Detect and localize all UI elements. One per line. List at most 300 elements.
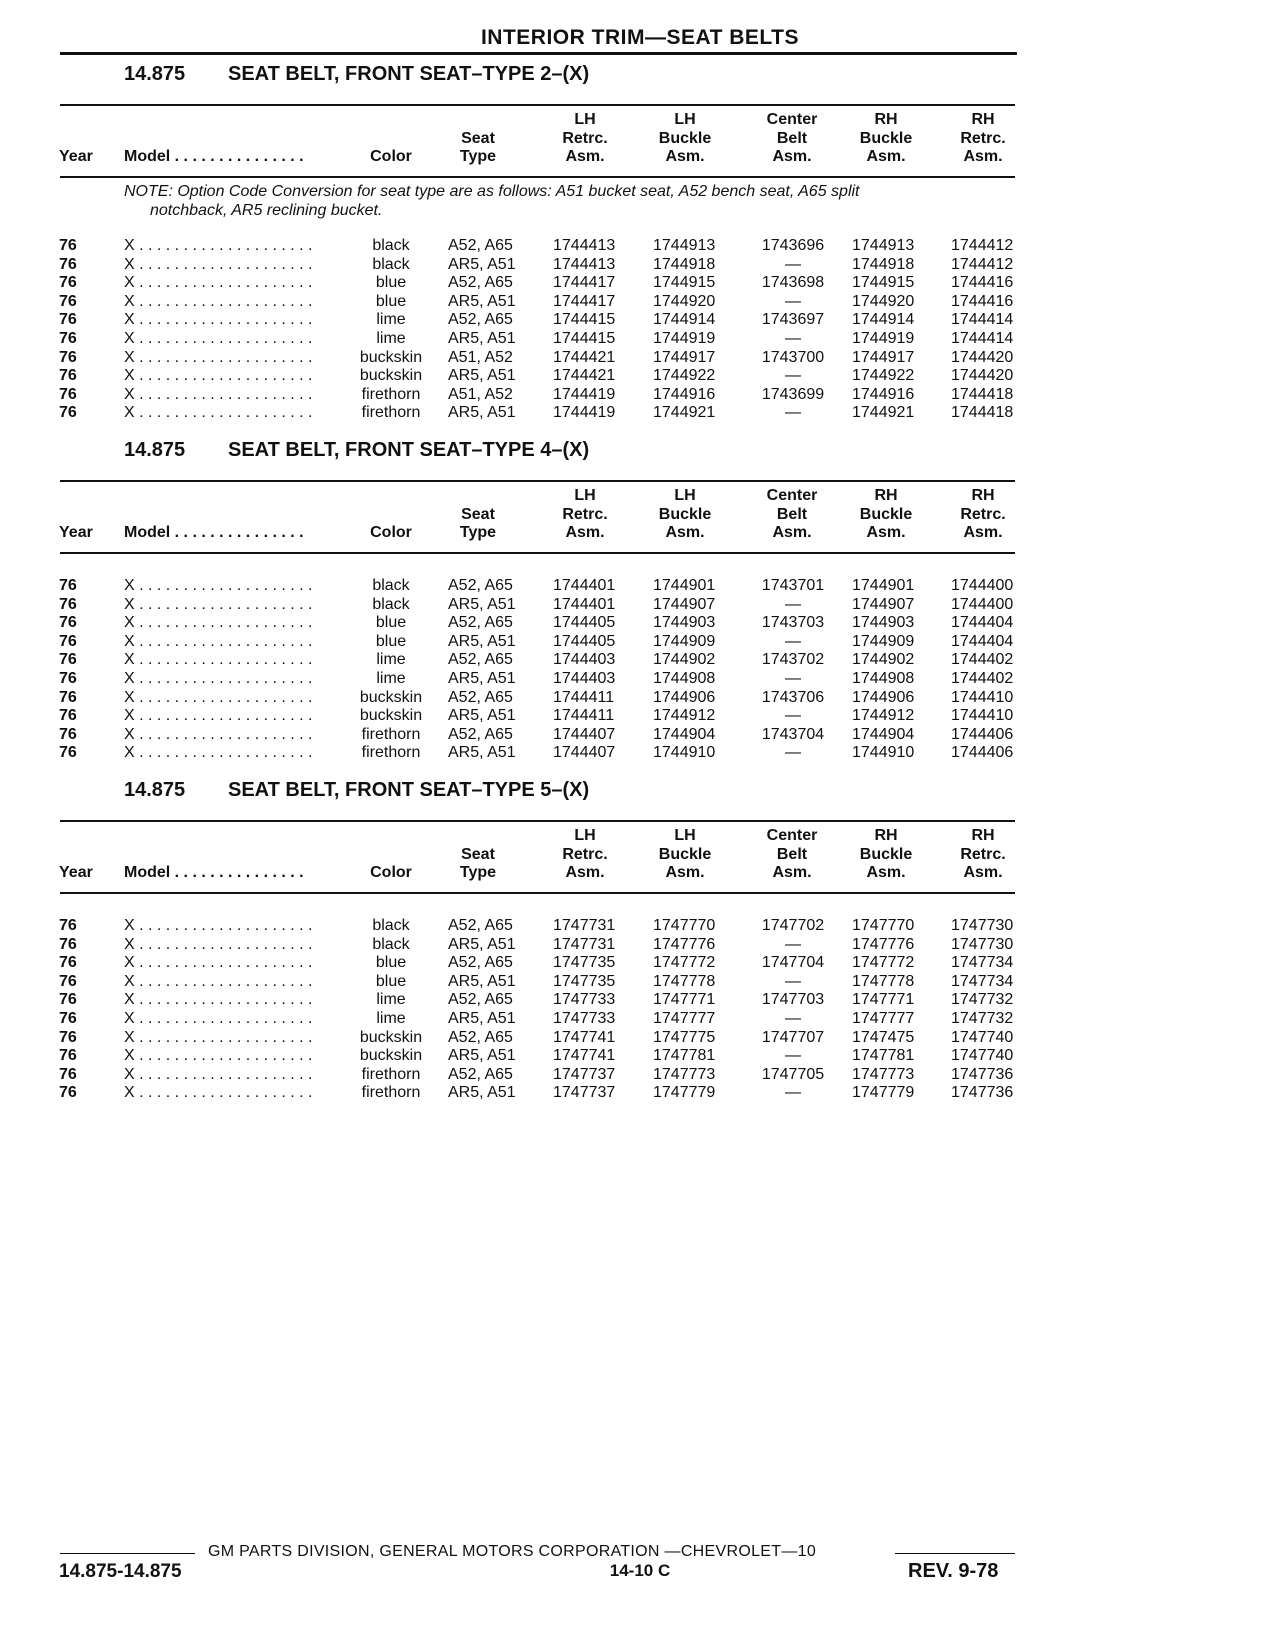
table-row [0,255,1280,274]
color-cell: firethorn [361,725,421,743]
year-cell: 76 [59,255,77,273]
table-row [0,1009,1280,1028]
col-header-model: Model . . . . . . . . . . . . . . . [124,864,304,881]
center-belt-cell: 1743706 [761,688,825,706]
col-header-line: Asm. [665,524,705,541]
col-header-seat-type [448,506,508,543]
col-header-line: Asm. [565,148,605,165]
model-cell: X . . . . . . . . . . . . . . . . . . . . [124,292,313,310]
table-row [0,688,1280,707]
table-row [0,310,1280,329]
rh-retractor-cell: 1747736 [951,1084,1014,1102]
col-header-line: Center [766,487,818,504]
footer-rule-right [895,1553,1015,1554]
rh-retractor-cell: 1744414 [951,330,1014,347]
year-cell: 76 [59,632,77,650]
rh-retractor-cell: 1744410 [951,688,1014,706]
rh-buckle-cell: 1747772 [852,954,915,972]
year-cell: 76 [59,614,77,632]
lh-retractor-cell: 1744401 [553,595,616,613]
color-cell: buckskin [359,1028,423,1046]
lh-buckle-cell: 1744907 [653,595,716,613]
lh-retractor-cell: 1747737 [553,1084,616,1102]
lh-retractor-cell: 1744415 [553,311,616,329]
center-belt-cell: 1747707 [761,1028,825,1046]
center-belt-cell: — [785,1010,801,1027]
rh-buckle-cell: 1744913 [852,237,915,254]
rh-buckle-cell: 1744915 [852,274,915,292]
color-cell: blue [375,292,407,310]
rh-retractor-cell: 1744410 [951,707,1014,725]
lh-buckle-cell: 1744906 [653,688,716,706]
rh-buckle-cell: 1744901 [852,577,915,594]
col-header-line: Retrc. [562,129,608,147]
col-header-line: Belt [776,845,808,863]
rh-buckle-cell: 1747776 [852,935,915,953]
year-cell: 76 [59,1047,77,1065]
col-header-line: Seat [461,845,495,863]
center-belt-cell: 1747702 [761,917,825,934]
col-header-year: Year [59,524,93,541]
col-header-line: RH [971,111,995,128]
model-cell: X . . . . . . . . . . . . . . . . . . . . [124,954,313,972]
col-header-seat-type [448,846,508,883]
section-title: SEAT BELT, FRONT SEAT–TYPE 2–(X) [228,63,590,85]
table-row [0,632,1280,651]
rh-buckle-cell: 1747777 [852,1010,915,1027]
center-belt-cell: 1743703 [761,614,825,632]
col-header-rh-retr [938,487,1028,543]
year-cell: 76 [59,1084,77,1102]
rh-retractor-cell: 1744402 [951,670,1014,687]
lh-retractor-cell: 1747741 [553,1028,616,1046]
color-cell: blue [375,614,407,632]
year-cell: 76 [59,670,77,687]
col-header-center-belt [742,487,842,543]
col-header-line: Seat [461,505,495,523]
col-header-line: Asm. [772,148,812,165]
lh-buckle-cell: 1744915 [653,274,716,292]
col-header-line: Asm. [963,524,1003,541]
center-belt-cell: 1743697 [761,311,825,329]
year-cell: 76 [59,237,77,254]
footer-rule-left [60,1553,195,1554]
rh-buckle-cell: 1744916 [852,385,915,403]
lh-buckle-cell: 1744901 [653,577,716,594]
page-title: INTERIOR TRIM—SEAT BELTS [480,26,800,49]
rh-retractor-cell: 1744406 [951,725,1014,743]
seat-type-cell: A52, A65 [448,577,513,594]
year-cell: 76 [59,1028,77,1046]
model-cell: X . . . . . . . . . . . . . . . . . . . . [124,917,313,934]
col-header-line: Buckle [658,505,712,523]
rh-retractor-cell: 1744412 [951,255,1014,273]
col-header-center-belt [742,111,842,167]
footer-range: 14.875-14.875 [59,1561,182,1582]
seat-type-cell: AR5, A51 [448,670,516,687]
center-belt-cell: 1747704 [761,954,825,972]
col-header-model: Model . . . . . . . . . . . . . . . [124,524,304,541]
col-header-line: Buckle [859,505,913,523]
col-header-line: LH [674,111,696,128]
col-header-line: Buckle [658,129,712,147]
year-cell: 76 [59,972,77,990]
lh-retractor-cell: 1744411 [553,707,615,725]
year-cell: 76 [59,935,77,953]
rh-buckle-cell: 1747779 [852,1084,915,1102]
col-header-line: Asm. [963,148,1003,165]
rh-retractor-cell: 1744412 [951,237,1014,254]
col-header-line: LH [574,827,596,844]
seat-type-cell: A52, A65 [448,1065,513,1083]
rh-retractor-cell: 1744400 [951,595,1014,613]
rh-retractor-cell: 1744420 [951,367,1014,385]
year-cell: 76 [59,292,77,310]
lh-buckle-cell: 1744920 [653,292,716,310]
model-cell: X . . . . . . . . . . . . . . . . . . . . [124,595,313,613]
lh-buckle-cell: 1744908 [653,670,716,687]
col-header-line: Asm. [772,524,812,541]
center-belt-cell: 1747705 [761,1065,825,1083]
lh-buckle-cell: 1747772 [653,954,716,972]
year-cell: 76 [59,651,77,669]
year-cell: 76 [59,330,77,347]
year-cell: 76 [59,991,77,1009]
col-header-line: LH [674,487,696,504]
lh-retractor-cell: 1747733 [553,1010,616,1027]
seat-type-cell: A51, A52 [448,385,513,403]
center-belt-cell: 1743702 [761,651,825,669]
col-header-line: Buckle [658,845,712,863]
col-header-rh-retr [938,827,1028,883]
seat-type-cell: AR5, A51 [448,292,516,310]
center-belt-cell: — [785,595,801,613]
footer-revision: REV. 9-78 [908,1560,999,1582]
lh-retractor-cell: 1744419 [553,404,616,422]
col-header-line: RH [874,111,898,128]
center-belt-cell: — [785,935,801,953]
col-header-line: RH [971,827,995,844]
center-belt-cell: — [785,367,801,385]
seat-type-cell: A52, A65 [448,237,513,254]
col-header-line: Asm. [565,864,605,881]
seat-type-cell: AR5, A51 [448,1047,516,1065]
table-row [0,366,1280,385]
col-header-line: Type [459,148,497,165]
col-header-line: Asm. [772,864,812,881]
col-header-line: RH [874,827,898,844]
lh-retractor-cell: 1744407 [553,744,616,762]
table-row [0,935,1280,954]
lh-buckle-cell: 1744916 [653,385,716,403]
seat-type-cell: A52, A65 [448,614,513,632]
table-row [0,725,1280,744]
model-cell: X . . . . . . . . . . . . . . . . . . . . [124,330,313,347]
col-header-line: Buckle [859,845,913,863]
seat-type-cell: AR5, A51 [448,367,516,385]
color-cell: black [372,917,410,934]
rh-buckle-cell: 1744918 [852,255,915,273]
lh-buckle-cell: 1747770 [653,917,716,934]
seat-type-cell: AR5, A51 [448,707,516,725]
rh-retractor-cell: 1744402 [951,651,1014,669]
lh-retractor-cell: 1747735 [553,972,616,990]
table-row [0,329,1280,348]
lh-retractor-cell: 1744411 [553,688,615,706]
col-header-lh-retr [540,827,630,883]
color-cell: buckskin [359,348,423,366]
section-title: SEAT BELT, FRONT SEAT–TYPE 5–(X) [228,779,590,801]
model-cell: X . . . . . . . . . . . . . . . . . . . . [124,935,313,953]
rh-buckle-cell: 1744909 [852,632,915,650]
col-header-line: Type [459,524,497,541]
model-cell: X . . . . . . . . . . . . . . . . . . . . [124,991,313,1009]
center-belt-cell: — [785,330,801,347]
model-cell: X . . . . . . . . . . . . . . . . . . . . [124,311,313,329]
option-code-note [124,182,1024,220]
lh-retractor-cell: 1747731 [553,935,616,953]
lh-retractor-cell: 1744421 [553,367,616,385]
model-cell: X . . . . . . . . . . . . . . . . . . . . [124,237,313,254]
lh-buckle-cell: 1744910 [653,744,716,762]
lh-retractor-cell: 1744413 [553,255,616,273]
lh-buckle-cell: 1747779 [653,1084,716,1102]
lh-retractor-cell: 1744403 [553,651,616,669]
lh-retractor-cell: 1744421 [553,348,616,366]
note-line: NOTE: Option Code Conversion for seat type are as follows: A51 bucket seat, A52 bench seat, A65 split [124,183,860,200]
rh-retractor-cell: 1747734 [951,954,1014,972]
col-header-rh-buckle [838,487,934,543]
col-header-line: LH [574,111,596,128]
year-cell: 76 [59,367,77,385]
year-cell: 76 [59,688,77,706]
model-cell: X . . . . . . . . . . . . . . . . . . . . [124,255,313,273]
model-cell: X . . . . . . . . . . . . . . . . . . . . [124,1084,313,1102]
year-cell: 76 [59,744,77,762]
model-cell: X . . . . . . . . . . . . . . . . . . . . [124,670,313,687]
model-cell: X . . . . . . . . . . . . . . . . . . . . [124,1065,313,1083]
lh-retractor-cell: 1744413 [553,237,616,254]
lh-buckle-cell: 1744914 [653,311,716,329]
seat-type-cell: AR5, A51 [448,935,516,953]
rh-retractor-cell: 1747732 [951,1010,1014,1027]
color-cell: blue [375,972,407,990]
center-belt-cell: — [785,404,801,422]
lh-buckle-cell: 1744912 [653,707,716,725]
year-cell: 76 [59,274,77,292]
table-row [0,595,1280,614]
lh-buckle-cell: 1747771 [653,991,716,1009]
rh-retractor-cell: 1744418 [951,385,1014,403]
seat-type-cell: A52, A65 [448,1028,513,1046]
rh-buckle-cell: 1744904 [852,725,915,743]
lh-retractor-cell: 1747733 [553,991,616,1009]
color-cell: firethorn [361,1084,421,1102]
table-row [0,953,1280,972]
lh-buckle-cell: 1744902 [653,651,716,669]
table-row [0,916,1280,935]
col-header-line: Buckle [859,129,913,147]
lh-retractor-cell: 1744401 [553,577,616,594]
rh-retractor-cell: 1744404 [951,614,1014,632]
lh-buckle-cell: 1747781 [653,1047,716,1065]
col-header-year: Year [59,148,93,165]
rh-buckle-cell: 1744921 [852,404,915,422]
rh-buckle-cell: 1744902 [852,651,915,669]
lh-retractor-cell: 1747737 [553,1065,616,1083]
color-cell: black [372,255,410,273]
color-cell: lime [376,1010,406,1027]
seat-type-cell: A52, A65 [448,651,513,669]
lh-buckle-cell: 1744918 [653,255,716,273]
center-belt-cell: 1743699 [761,385,825,403]
col-header-line: Seat [461,129,495,147]
seat-type-cell: AR5, A51 [448,1084,516,1102]
col-header-line: Retrc. [960,129,1006,147]
seat-type-cell: A52, A65 [448,917,513,934]
header-rule-top [60,104,1015,106]
col-header-line: LH [674,827,696,844]
lh-retractor-cell: 1744405 [553,614,616,632]
center-belt-cell: — [785,632,801,650]
col-header-line: Asm. [565,524,605,541]
table-row [0,613,1280,632]
lh-retractor-cell: 1747735 [553,954,616,972]
year-cell: 76 [59,917,77,934]
color-cell: lime [376,330,406,347]
color-cell: black [372,935,410,953]
col-header-line: Retrc. [960,845,1006,863]
header-rule-top [60,480,1015,482]
table-row [0,403,1280,422]
col-header-line: RH [874,487,898,504]
col-header-line: Belt [776,129,808,147]
col-header-lh-buckle [640,827,730,883]
lh-retractor-cell: 1744407 [553,725,616,743]
color-cell: firethorn [361,744,421,762]
lh-buckle-cell: 1744922 [653,367,716,385]
rh-buckle-cell: 1744903 [852,614,915,632]
center-belt-cell: 1747703 [761,991,825,1009]
model-cell: X . . . . . . . . . . . . . . . . . . . . [124,385,313,403]
model-cell: X . . . . . . . . . . . . . . . . . . . . [124,651,313,669]
seat-type-cell: A51, A52 [448,348,513,366]
lh-retractor-cell: 1747741 [553,1047,616,1065]
table-row [0,669,1280,688]
lh-buckle-cell: 1747778 [653,972,716,990]
year-cell: 76 [59,954,77,972]
model-cell: X . . . . . . . . . . . . . . . . . . . . [124,614,313,632]
col-header-rh-buckle [838,111,934,167]
section-number: 14.875 [124,439,186,461]
col-header-line: Asm. [665,864,705,881]
color-cell: black [372,577,410,594]
lh-buckle-cell: 1744919 [653,330,716,347]
lh-buckle-cell: 1747773 [653,1065,716,1083]
year-cell: 76 [59,404,77,422]
center-belt-cell: 1743704 [761,725,825,743]
lh-buckle-cell: 1744921 [653,404,716,422]
model-cell: X . . . . . . . . . . . . . . . . . . . . [124,274,313,292]
rh-buckle-cell: 1744914 [852,311,915,329]
center-belt-cell: — [785,1047,801,1065]
col-header-lh-buckle [640,487,730,543]
seat-type-cell: A52, A65 [448,725,513,743]
color-cell: lime [376,311,406,329]
rh-buckle-cell: 1744910 [852,744,915,762]
lh-retractor-cell: 1744405 [553,632,616,650]
color-cell: black [372,595,410,613]
note-line: notchback, AR5 reclining bucket. [150,202,383,219]
rh-retractor-cell: 1747740 [951,1047,1014,1065]
center-belt-cell: — [785,744,801,762]
table-row [0,273,1280,292]
model-cell: X . . . . . . . . . . . . . . . . . . . . [124,1028,313,1046]
table-row [0,292,1280,311]
seat-type-cell: AR5, A51 [448,1010,516,1027]
rh-retractor-cell: 1747734 [951,972,1014,990]
model-cell: X . . . . . . . . . . . . . . . . . . . . [124,348,313,366]
center-belt-cell: 1743696 [761,237,825,254]
lh-retractor-cell: 1744417 [553,274,616,292]
rh-buckle-cell: 1744907 [852,595,915,613]
lh-buckle-cell: 1747776 [653,935,716,953]
year-cell: 76 [59,707,77,725]
table-row [0,1065,1280,1084]
lh-buckle-cell: 1744913 [653,237,716,254]
center-belt-cell: 1743698 [761,274,825,292]
center-belt-cell: — [785,707,801,725]
color-cell: blue [375,954,407,972]
col-header-lh-buckle [640,111,730,167]
rh-buckle-cell: 1744908 [852,670,915,687]
lh-buckle-cell: 1747775 [653,1028,716,1046]
color-cell: firethorn [361,1065,421,1083]
table-row [0,576,1280,595]
rh-retractor-cell: 1747730 [951,917,1014,934]
footer-publisher: GM PARTS DIVISION, GENERAL MOTORS CORPORATION —CHEVROLET—10 [208,1543,817,1560]
center-belt-cell: — [785,972,801,990]
header-rule-bottom [60,892,1015,894]
color-cell: buckskin [359,1047,423,1065]
year-cell: 76 [59,595,77,613]
seat-type-cell: AR5, A51 [448,595,516,613]
year-cell: 76 [59,1065,77,1083]
rh-buckle-cell: 1744917 [852,348,915,366]
seat-type-cell: A52, A65 [448,311,513,329]
col-header-line: LH [574,487,596,504]
model-cell: X . . . . . . . . . . . . . . . . . . . . [124,1010,313,1027]
rh-buckle-cell: 1747475 [852,1028,915,1046]
rh-retractor-cell: 1744420 [951,348,1014,366]
rh-retractor-cell: 1747740 [951,1028,1014,1046]
center-belt-cell: — [785,255,801,273]
model-cell: X . . . . . . . . . . . . . . . . . . . . [124,404,313,422]
col-header-color: Color [370,148,412,165]
seat-type-cell: AR5, A51 [448,255,516,273]
model-cell: X . . . . . . . . . . . . . . . . . . . . [124,367,313,385]
col-header-line: Belt [776,505,808,523]
col-header-color: Color [370,524,412,541]
center-belt-cell: 1743700 [761,348,825,366]
rh-buckle-cell: 1747771 [852,991,915,1009]
rh-buckle-cell: 1744912 [852,707,915,725]
lh-buckle-cell: 1744909 [653,632,716,650]
year-cell: 76 [59,1010,77,1027]
table-row [0,1046,1280,1065]
seat-type-cell: AR5, A51 [448,632,516,650]
rh-retractor-cell: 1744400 [951,577,1014,594]
